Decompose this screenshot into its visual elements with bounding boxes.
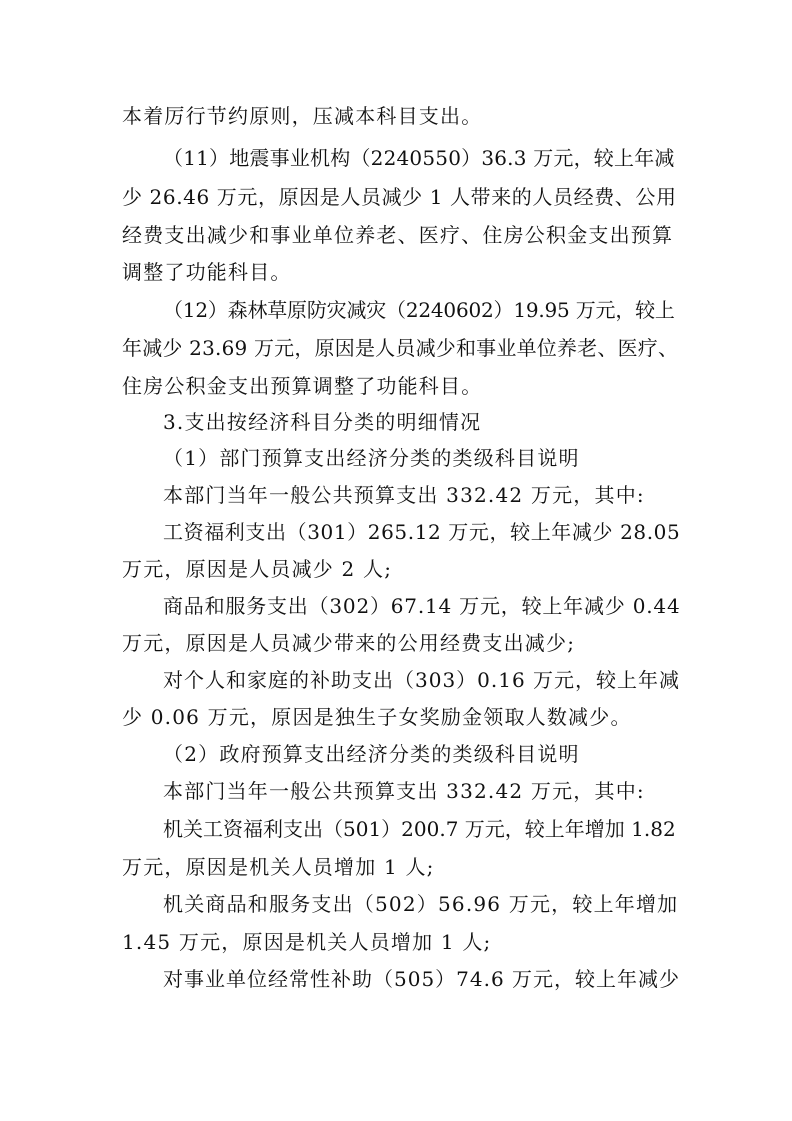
subsection-heading: （1）部门预算支出经济分类的类级科目说明: [163, 446, 580, 470]
text-line: 万元，原因是人员减少带来的公用经费支出减少;: [122, 631, 576, 655]
text-line: 万元，原因是机关人员增加 1 人;: [122, 855, 435, 879]
text-line: 1.45 万元，原因是机关人员增加 1 人;: [122, 930, 492, 954]
text-line: 少 26.46 万元，原因是人员减少 1 人带来的人员经费、公用: [122, 185, 677, 209]
text-line: （12）森林草原防灾减灾（2240602）19.95 万元，较上: [163, 298, 675, 322]
text-line: 本部门当年一般公共预算支出 332.42 万元，其中:: [163, 779, 645, 803]
section-heading: 3.支出按经济科目分类的明细情况: [163, 410, 482, 434]
text-line: 本着厉行节约原则，压减本科目支出。: [122, 104, 483, 128]
text-line: 商品和服务支出（302）67.14 万元，较上年减少 0.44: [163, 594, 681, 618]
subsection-heading: （2）政府预算支出经济分类的类级科目说明: [163, 742, 580, 766]
text-line: 机关商品和服务支出（502）56.96 万元，较上年增加: [163, 892, 679, 916]
text-line: 经费支出减少和事业单位养老、医疗、住房公积金支出预算: [122, 223, 674, 247]
text-line: 机关工资福利支出（501）200.7 万元，较上年增加 1.82: [163, 817, 676, 841]
text-line: 住房公积金支出预算调整了功能科目。: [122, 374, 483, 398]
text-line: 本部门当年一般公共预算支出 332.42 万元，其中:: [163, 483, 645, 507]
text-line: （11）地震事业机构（2240550）36.3 万元，较上年减: [163, 146, 675, 170]
text-line: 对个人和家庭的补助支出（303）0.16 万元，较上年减: [163, 668, 681, 692]
text-line: 年减少 23.69 万元，原因是人员减少和事业单位养老、医疗、: [122, 336, 679, 360]
text-line: 少 0.06 万元，原因是独生子女奖励金领取人数减少。: [122, 705, 632, 729]
text-line: 工资福利支出（301）265.12 万元，较上年减少 28.05: [163, 520, 681, 544]
text-line: 调整了功能科目。: [122, 260, 292, 284]
text-line: 对事业单位经常性补助（505）74.6 万元，较上年减少: [163, 967, 681, 991]
text-line: 万元，原因是人员减少 2 人;: [122, 557, 393, 581]
